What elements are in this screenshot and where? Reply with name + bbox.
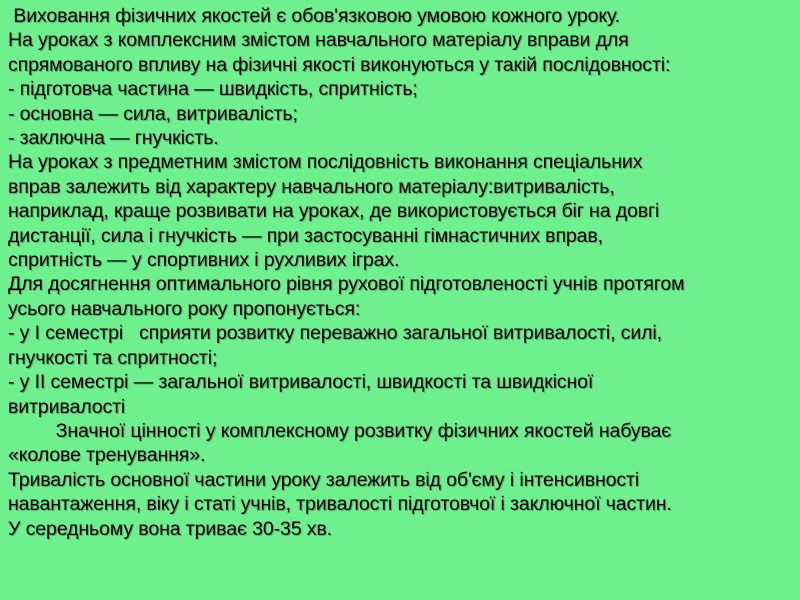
text-line: спрямованого впливу на фізичні якості виконуються у такій послідовності: [8,53,671,76]
text-line: - у І семестрі сприяти розвитку переважно загальної витривалості, силі, [8,322,662,345]
text-line: Тривалість основної частини уроку залежить від об'єму і інтенсивності [8,468,640,491]
text-line: У середньому вона триває 30-35 хв. [8,517,332,540]
text-line: Для досягнення оптимального рівня рухової підготовленості учнів протягом [8,273,685,296]
text-line: витривалості [8,395,126,418]
text-line: спритність — у спортивних і рухливих іграх. [8,249,400,272]
text-line: гнучкості та спритності; [8,346,218,369]
text-line: - у ІІ семестрі — загальної витривалості, швидкості та швидкісної [8,371,594,394]
text-line: «колове тренування». [8,444,206,467]
text-line: - підготовча частина — швидкість, спритність; [8,78,418,101]
text-line: На уроках з предметним змістом послідовність виконання спеціальних [8,151,643,174]
text-line: навантаження, віку і статі учнів, тривалості підготовчої і заключної частин. [8,493,672,516]
text-line: дистанції, сила і гнучкість — при застосуванні гімнастичних вправ, [8,224,603,247]
text-line: Значної цінності у комплексному розвитку фізичних якостей набуває [8,419,672,442]
text-line: На уроках з комплексним змістом навчального матеріалу вправи для [8,29,629,52]
text-line: - заключна — гнучкість. [8,127,219,150]
text-line: усього навчального року пропонується: [8,297,361,320]
text-line: вправ залежить від характеру навчального матеріалу:витривалість, [8,175,615,198]
text-line: наприклад, краще розвивати на уроках, де використовується біг на довгі [8,200,660,223]
text-line: Виховання фізичних якостей є обов'язковою умовою кожного уроку. [8,5,620,27]
text-line: - основна — сила, витривалість; [8,102,298,125]
